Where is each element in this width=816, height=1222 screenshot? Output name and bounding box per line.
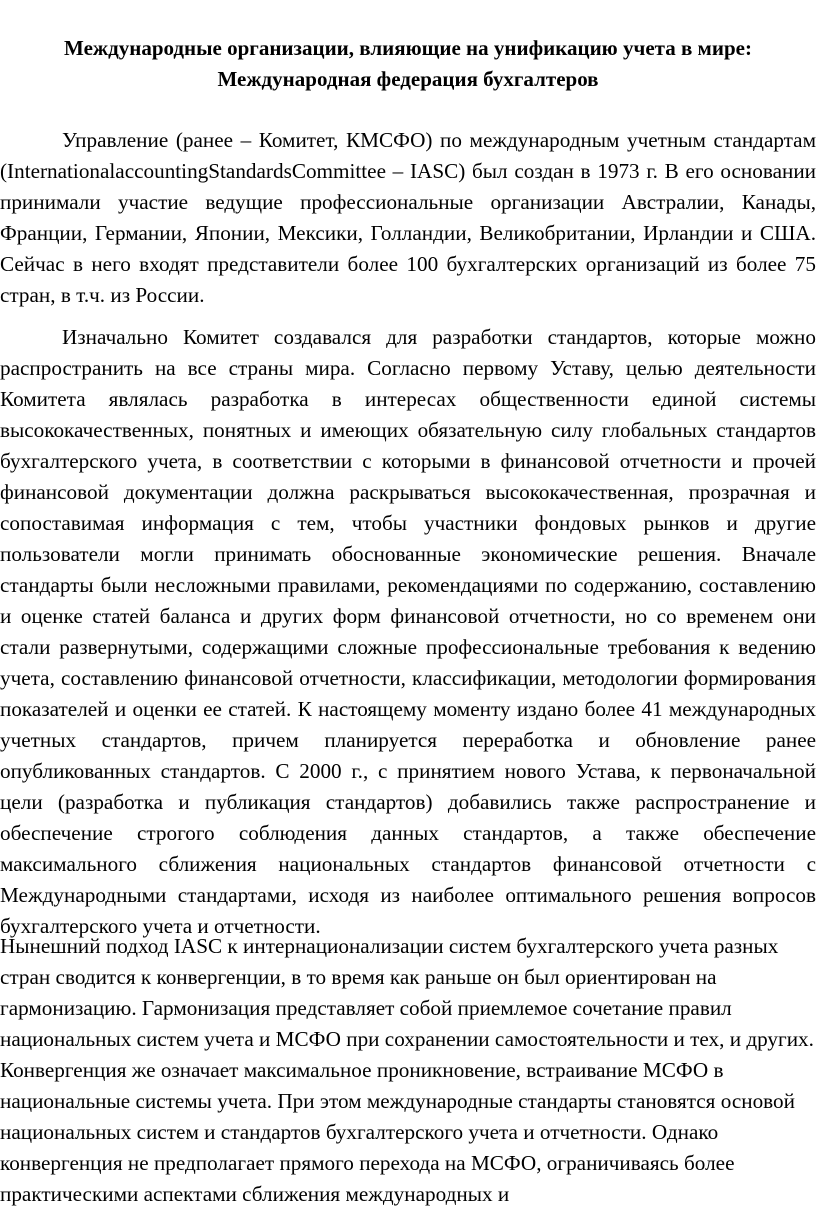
document-title-line-2: Международная федерация бухгалтеров: [217, 67, 599, 91]
paragraph-convergence: Нынешний подход IASC к интернационализации систем бухгалтерского учета разных стран сводится к конвергенции, в то время как раньше он был ориентирован на гармонизацию. Гармонизация представляет собой приемлемое сочетание правил национальных систем учета и МСФО при сохранении самостоятельности и тех, и других. Конвергенция же означает максимальное проникновение, встраивание МСФО в национальные системы учета. При этом международные стандарты становятся основой национальных систем и стандартов бухгалтерского учета и отчетности. Однако конвергенция не предполагает прямого перехода на МСФО, ограничиваясь более практическими аспектами сближения международных и: [0, 934, 814, 1206]
paragraph-committee-purpose: Изначально Комитет создавался для разработки стандартов, которые можно распространить на все страны мира. Согласно первому Уставу, целью деятельности Комитета являлась разработка в интересах общественности единой системы высококачественных, понятных и имеющих обязательную силу глобальных стандартов бухгалтерского учета, в соответствии с которыми в финансовой отчетности и прочей финансовой документации должна раскрываться высококачественная, прозрачная и сопоставимая информация с тем, чтобы участники фондовых рынков и другие пользователи могли принимать обоснованные экономические решения. Вначале стандарты были несложными правилами, рекомендациями по содержанию, составлению и оценке статей баланса и других форм финансовой отчетности, но со временем они стали развернутыми, содержащими сложные профессиональные требования к ведению учета, составлению финансовой отчетности, классификации, методологии формирования показателей и оценки ее статей. К настоящему моменту издано более 41 международных учетных стандартов, причем планируется переработка и обновление ранее опубликованных стандартов. С 2000 г., с принятием нового Устава, к первоначальной цели (разработка и публикация стандартов) добавились также распространение и обеспечение строгого соблюдения данных стандартов, а также обеспечение максимального сближения национальных стандартов финансовой отчетности с Международными стандартами, исходя из наиболее оптимального решения вопросов бухгалтерского учета и отчетности.: [0, 325, 816, 938]
document-title-line-1: Международные организации, влияющие на унификацию учета в мире:: [64, 36, 752, 60]
paragraph-iasc-founding: Управление (ранее – Комитет, КМСФО) по международным учетным стандартам (InternationalaccountingStandardsCommittee – IASC) был создан в 1973 г. В его основании принимали участие ведущие профессиональные организации Австралии, Канады, Франции, Германии, Японии, Мексики, Голландии, Великобритании, Ирландии и США. Сейчас в него входят представители более 100 бухгалтерских организаций из более 75 стран, в т.ч. из России.: [0, 128, 816, 307]
